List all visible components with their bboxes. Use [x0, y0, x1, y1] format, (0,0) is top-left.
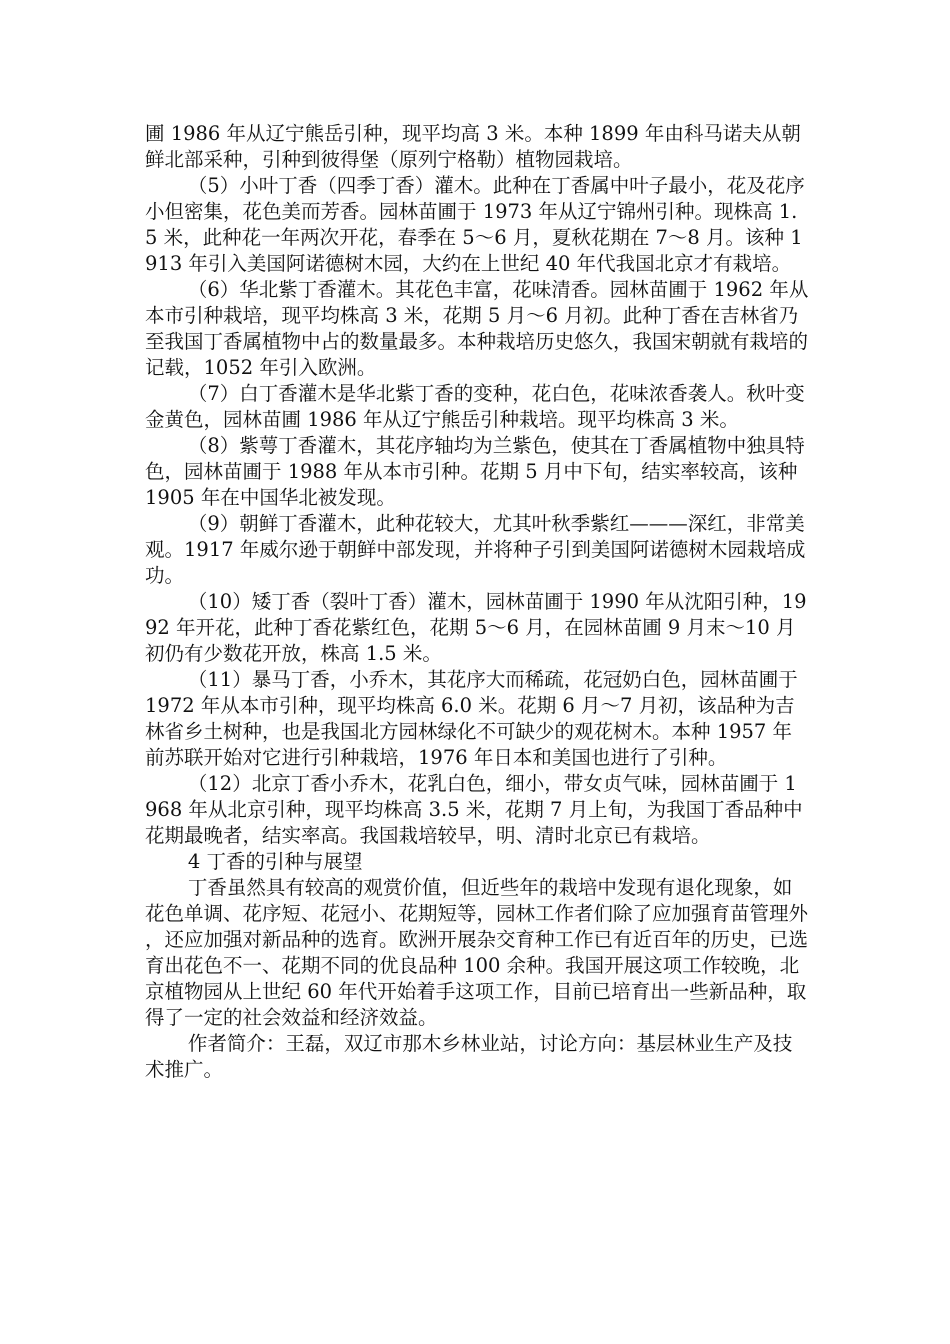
author-bio: 作者简介：王磊，双辽市那木乡林业站，讨论方向：基层林业生产及技术推广。 — [145, 1032, 793, 1081]
paragraph-item-12: （12）北京丁香小乔木，花乳白色，细小，带女贞气味，园林苗圃于 1968 年从北京引种，现平均株高 3.5 米，花期 7 月上旬，为我国丁香品种中花期最晚者，结实率高。我国栽培较早，明、清时北京已有栽培。 — [145, 772, 803, 847]
document-body — [145, 121, 809, 1083]
paragraph-item-11: （11）暴马丁香，小乔木，其花序大而稀疏，花冠奶白色，园林苗圃于 1972 年从本市引种，现平均株高 6.0 米。花期 6 月～7 月初，该品种为吉林省乡土树种，也是我国北方园林绿化不可缺少的观花树木。本种 1957 年前苏联开始对它进行引种栽培，1976 年日本和美国也进行了引种。 — [145, 668, 798, 769]
paragraph-item-7: （7）白丁香灌木是华北紫丁香的变种，花白色，花味浓香袭人。秋叶变金黄色，园林苗圃 1986 年从辽宁熊岳引种栽培。现平均株高 3 米。 — [145, 382, 805, 431]
section-heading: 4 丁香的引种与展望 — [187, 850, 363, 873]
paragraph-continuation: 圃 1986 年从辽宁熊岳引种，现平均高 3 米。本种 1899 年由科马诺夫从朝鲜北部采种，引种到彼得堡（原列宁格勒）植物园栽培。 — [145, 122, 801, 171]
paragraph-item-8: （8）紫萼丁香灌木，其花序轴均为兰紫色，使其在丁香属植物中独具特色，园林苗圃于 1988 年从本市引种。花期 5 月中下旬，结实率较高，该种 1905 年在中国华北被发现。 — [145, 434, 805, 509]
paragraph-item-10: （10）矮丁香（裂叶丁香）灌木，园林苗圃于 1990 年从沈阳引种，1992 年开花，此种丁香花紫红色，花期 5～6 月，在园林苗圃 9 月末～10 月初仍有少数花开放，株高 1.5 米。 — [145, 590, 807, 665]
paragraph-outlook: 丁香虽然具有较高的观赏价值，但近些年的栽培中发现有退化现象，如花色单调、花序短、花冠小、花期短等，园林工作者们除了应加强育苗管理外，还应加强对新品种的选育。欧洲开展杂交育种工作已有近百年的历史，已选育出花色不一、花期不同的优良品种 100 余种。我国开展这项工作较晚，北京植物园从上世纪 60 年代开始着手这项工作，目前已培育出一些新品种，取得了一定的社会效益和经济效益。 — [145, 876, 809, 1029]
paragraph-item-5: （5）小叶丁香（四季丁香）灌木。此种在丁香属中叶子最小，花及花序小但密集，花色美而芳香。园林苗圃于 1973 年从辽宁锦州引种。现株高 1.5 米，此种花一年两次开花，春季在 5～6 月，夏秋花期在 7～8 月。该种 1913 年引入美国阿诺德树木园，大约在上世纪 40 年代我国北京才有栽培。 — [145, 174, 805, 275]
paragraph-item-6: （6）华北紫丁香灌木。其花色丰富，花味清香。园林苗圃于 1962 年从本市引种栽培，现平均株高 3 米，花期 5 月～6 月初。此种丁香在吉林省乃至我国丁香属植物中占的数量最多。本种栽培历史悠久，我国宋朝就有栽培的记载，1052 年引入欧洲。 — [145, 278, 809, 379]
paragraph-item-9: （9）朝鲜丁香灌木，此种花较大，尤其叶秋季紫红———深红，非常美观。1917 年威尔逊于朝鲜中部发现，并将种子引到美国阿诺德树木园栽培成功。 — [145, 512, 806, 587]
